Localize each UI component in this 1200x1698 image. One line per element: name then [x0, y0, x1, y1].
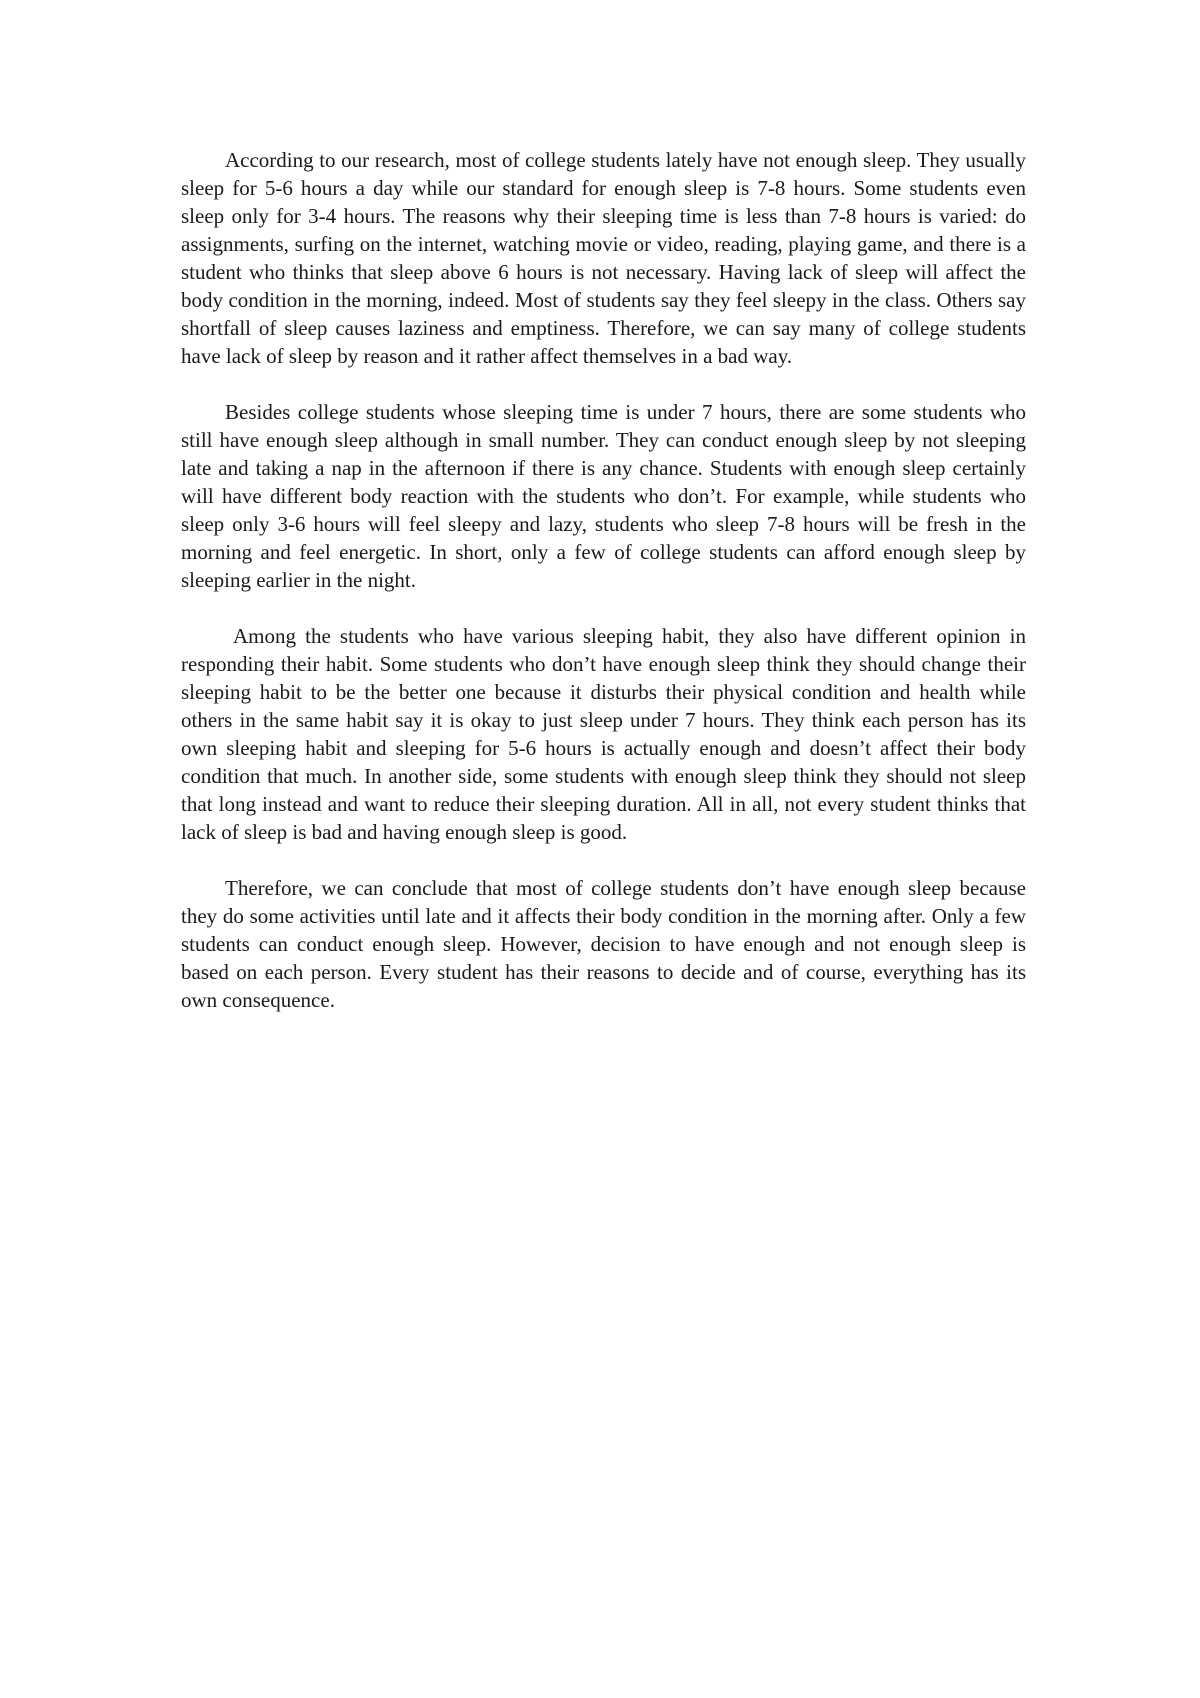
paragraph-conclusion: Therefore, we can conclude that most of college students don’t have enough sleep because they do some activities until late and it affects their body condition in the morning after. Only a few students can conduct enough sleep. However, decision to have enough and not enough sleep is based on each person. Every student has their reasons to decide and of course, everything has its own consequence. — [181, 876, 1026, 1012]
paragraph-enough-sleep-students: Besides college students whose sleeping time is under 7 hours, there are some students who still have enough sleep although in small number. They can conduct enough sleep by not sleeping late and taking a nap in the afternoon if there is any chance. Students with enough sleep certainly will have different body reaction with the students who don’t. For example, while students who sleep only 3-6 hours will feel sleepy and lazy, students who sleep 7-8 hours will be fresh in the morning and feel energetic. In short, only a few of college students can afford enough sleep by sleeping earlier in the night. — [181, 400, 1026, 592]
paragraph-research-findings: According to our research, most of college students lately have not enough sleep. They usually sleep for 5-6 hours a day while our standard for enough sleep is 7-8 hours. Some students even sleep only for 3-4 hours. The reasons why their sleeping time is less than 7-8 hours is varied: do assignments, surfing on the internet, watching movie or video, reading, playing game, and there is a student who thinks that sleep above 6 hours is not necessary. Having lack of sleep will affect the body condition in the morning, indeed. Most of students say they feel sleepy in the class. Others say shortfall of sleep causes laziness and emptiness. Therefore, we can say many of college students have lack of sleep by reason and it rather affect themselves in a bad way. — [181, 148, 1026, 368]
document-body — [181, 146, 1026, 1042]
paragraph-student-opinions: Among the students who have various sleeping habit, they also have different opinion in responding their habit. Some students who don’t have enough sleep think they should change their sleeping habit to be the better one because it disturbs their physical condition and health while others in the same habit say it is okay to just sleep under 7 hours. They think each person has its own sleeping habit and sleeping for 5-6 hours is actually enough and doesn’t affect their body condition that much. In another side, some students with enough sleep think they should not sleep that long instead and want to reduce their sleeping duration. All in all, not every student thinks that lack of sleep is bad and having enough sleep is good. — [181, 624, 1026, 844]
